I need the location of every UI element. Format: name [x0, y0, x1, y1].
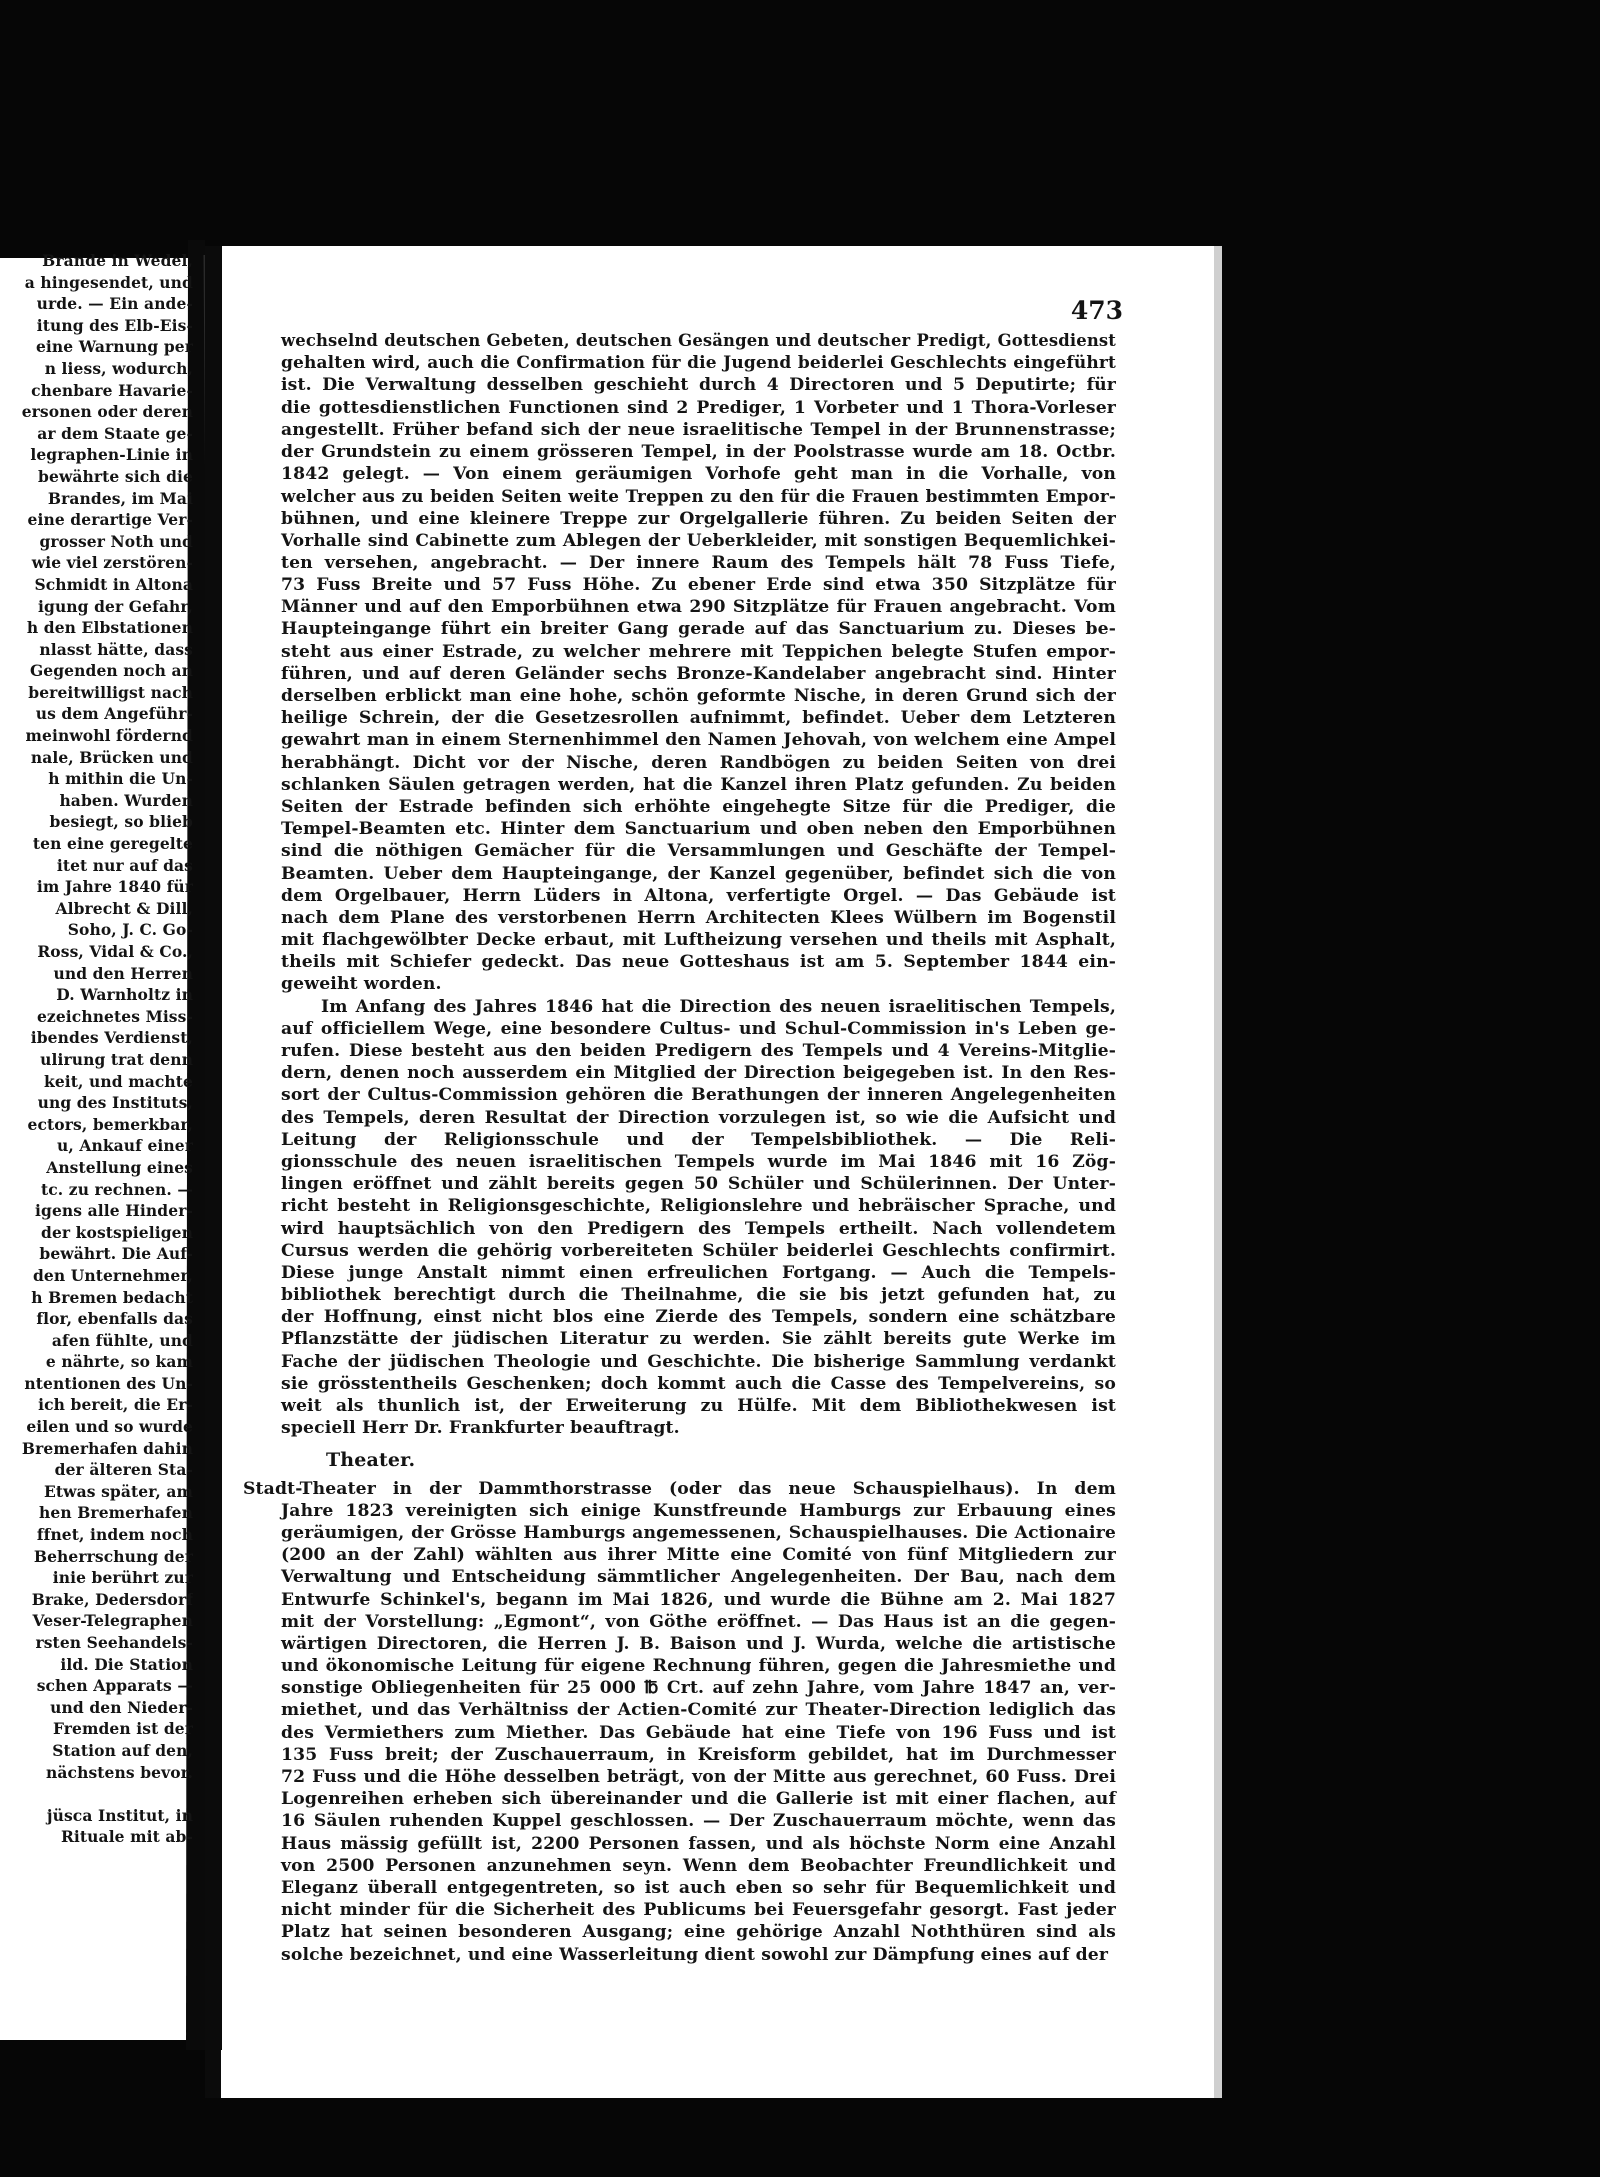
left-page-line: und den Nieder-	[50, 1697, 193, 1717]
text-line: Cursus werden die gehörig vorbereiteten Schüler beiderlei Geschlechts confirmirt.	[281, 1240, 1116, 1261]
text-line: Verwaltung und Entscheidung sämmtlicher Angelegenheiten. Der Bau, nach dem	[281, 1567, 1116, 1588]
text-line: Diese junge Anstalt nimmt einen erfreulichen Fortgang. — Auch die Tempels-	[281, 1262, 1116, 1283]
text-line: Pflanzstätte der jüdischen Literatur zu werden. Sie zählt bereits gute Werke im	[281, 1329, 1116, 1350]
text-line: rufen. Diese besteht aus den beiden Predigern des Tempels und 4 Vereins-Mitglie-	[281, 1041, 1116, 1061]
left-page-line: Rituale mit ab-	[60, 1827, 193, 1847]
left-page-line: igung der Gefahr,	[38, 596, 193, 616]
left-page-line: Ross, Vidal & Co.,	[37, 942, 193, 961]
text-line: ist. Die Verwaltung desselben geschieht durch 4 Directoren und 5 Deputirte; für	[281, 375, 1116, 396]
text-line: Im Anfang des Jahres 1846 hat die Direction des neuen israelitischen Tempels,	[321, 996, 1116, 1017]
text-line: Stadt-Theater in der Dammthorstrasse (oder das neue Schauspielhaus). In dem	[243, 1478, 1116, 1499]
temple-paragraph-1	[281, 330, 1116, 996]
text-line: sind die nöthigen Gemächer für die Versammlungen und Geschäfte der Tempel-	[281, 841, 1116, 862]
text-line: des Tempels, deren Resultat der Direction vorzulegen ist, so wie die Aufsicht und	[281, 1107, 1116, 1128]
text-line: mit flachgewölbter Decke erbaut, mit Luftheizung versehen und theils mit Asphalt,	[281, 930, 1116, 951]
text-line: sort der Cultus-Commission gehören die Berathungen der inneren Angelegenheiten	[281, 1085, 1116, 1106]
text-line: angestellt. Früher befand sich der neue israelitische Tempel in der Brunnenstrasse;	[281, 419, 1116, 440]
left-page-line: chenbare Havarie-	[31, 380, 193, 400]
left-page-line: ibendes Verdienst,	[30, 1028, 193, 1048]
text-line: steht aus einer Estrade, zu welcher mehrere mit Teppichen belegte Stufen empor-	[281, 641, 1116, 662]
text-line: Vorhalle sind Cabinette zum Ablegen der Ueberkleider, mit sonstigen Bequemlichkei-	[281, 530, 1116, 551]
theater-paragraph	[243, 1478, 1116, 1966]
left-page-line: hen Bremerhafen	[39, 1503, 193, 1523]
text-line: theils mit Schiefer gedeckt. Das neue Gotteshaus ist am 5. September 1844 ein-	[281, 952, 1116, 973]
left-page-line: Station auf den,	[52, 1740, 193, 1760]
left-page-line: meinwohl fördernd	[25, 726, 193, 746]
left-page-line: legraphen-Linie in	[30, 445, 193, 465]
left-page-line: ar dem Staate ge-	[37, 423, 193, 443]
text-line: wechselnd deutschen Gebeten, deutschen Gesängen und deutscher Predigt, Gottesdienst	[281, 331, 1116, 350]
right-page-text	[243, 330, 1116, 1966]
text-line: nicht minder für die Sicherheit des Publicums bei Feuersgefahr gesorgt. Fast jeder	[281, 1900, 1116, 1921]
left-page-line: Anstellung eines	[46, 1157, 193, 1177]
text-line: Eleganz überall entgegentreten, so ist auch eben so sehr für Bequemlichkeit und	[281, 1877, 1116, 1898]
text-line: des Vermiethers zum Miether. Das Gebäude hat eine Tiefe von 196 Fuss und ist	[281, 1722, 1116, 1743]
text-line: Beamten. Ueber dem Haupteingange, der Kanzel gegenüber, befindet sich die von	[281, 863, 1116, 884]
text-line: geweiht worden.	[281, 974, 442, 995]
text-line: derselben erblickt man eine hohe, schön geformte Nische, in deren Grund sich der	[281, 686, 1116, 706]
left-page-line: tc. zu rechnen. —	[41, 1179, 193, 1199]
left-page-line: Fremden ist der	[52, 1719, 193, 1739]
left-page-line: eine Warnung per	[35, 337, 193, 357]
left-page-line: eine derartige Ver-	[27, 510, 193, 530]
left-page-bottom-border	[0, 2040, 205, 2177]
left-page-line: wie viel zerstören-	[31, 553, 193, 573]
left-page-line: bereitwilligst nach	[28, 682, 193, 702]
left-page-line: rsten Seehandels-	[35, 1633, 193, 1652]
text-line: dern, denen noch ausserdem ein Mitglied der Direction beigegeben ist. In den Res-	[281, 1063, 1116, 1084]
text-line: richt besteht in Religionsgeschichte, Religionslehre und hebräischer Sprache, und	[281, 1196, 1116, 1217]
left-page-line: und den Herren	[53, 963, 193, 983]
text-line: Logenreihen erheben sich übereinander und die Gallerie ist mit einer flachen, auf	[281, 1789, 1116, 1810]
left-page-line: Beherrschung der	[33, 1546, 193, 1566]
left-page-line: itet nur auf das	[56, 855, 193, 875]
text-line: Entwurfe Schinkel's, begann im Mai 1826, und wurde die Bühne am 2. Mai 1827	[281, 1589, 1116, 1610]
left-page-line: e nährte, so kam	[45, 1352, 193, 1372]
text-line: dem Orgelbauer, Herrn Lüders in Altona, verfertigte Orgel. — Das Gebäude ist	[281, 885, 1116, 906]
left-page-line: ersonen oder deren	[21, 402, 193, 422]
text-line: 135 Fuss breit; der Zuschauerraum, in Kreisform gebildet, hat im Durchmesser	[281, 1744, 1116, 1765]
left-page-line: Brande in Wedel,	[42, 251, 193, 270]
text-line: von 2500 Personen anzunehmen seyn. Wenn dem Beobachter Freundlichkeit und	[281, 1855, 1116, 1876]
left-page-line: Brake, Dedersdorf	[31, 1589, 193, 1609]
text-line: 73 Fuss Breite und 57 Fuss Höhe. Zu ebener Erde sind etwa 350 Sitzplätze für	[281, 575, 1116, 596]
text-line: speciell Herr Dr. Frankfurter beauftragt.	[281, 1418, 680, 1439]
left-page-line: ulirung trat denn	[40, 1049, 193, 1069]
left-page-line: ezeichnetes Miss-	[36, 1006, 193, 1026]
text-line: schlanken Säulen getragen werden, hat die Kanzel ihren Platz gefunden. Zu beiden	[281, 774, 1116, 795]
left-page-line: D. Warnholtz in	[56, 985, 193, 1005]
left-page-line: nächstens bevor.	[46, 1762, 193, 1782]
left-page-line: ich bereit, die Er-	[38, 1395, 193, 1415]
right-page-edge	[1214, 246, 1222, 2098]
left-page-line: urde. — Ein ande-	[36, 294, 193, 314]
text-line: führen, und auf deren Geländer sechs Bronze-Kandelaber angebracht sind. Hinter	[281, 663, 1116, 684]
text-line: miethet, und das Verhältniss der Actien-Comité zur Theater-Direction lediglich das	[281, 1700, 1116, 1721]
left-page-line: inie berührt zur	[52, 1568, 193, 1588]
left-page-line: Bremerhafen dahin	[21, 1438, 193, 1458]
left-page-text	[0, 250, 193, 2060]
text-line: Tempel-Beamten etc. Hinter dem Sanctuarium und oben neben den Emporbühnen	[281, 819, 1116, 840]
left-page-line: h den Elbstationen	[26, 618, 193, 638]
left-page-line: grosser Noth und	[39, 531, 193, 551]
left-page-line: der älteren Sta-	[54, 1460, 193, 1480]
temple-paragraph-2	[281, 996, 1116, 1440]
text-line: der Grundstein zu einem grösseren Tempel, in der Poolstrasse wurde am 18. Octbr.	[281, 441, 1116, 462]
left-page-line: nlasst hätte, dass	[39, 639, 193, 659]
text-line: gewahrt man in einem Sternenhimmel den Namen Jehovah, von welchem eine Ampel	[281, 730, 1116, 751]
left-page-line: ffnet, indem noch	[36, 1525, 193, 1545]
text-line: gehalten wird, auch die Confirmation für die Jugend beiderlei Geschlechts eingeführt	[281, 353, 1116, 374]
text-line: auf officiellem Wege, eine besondere Cultus- und Schul-Commission in's Leben ge-	[281, 1018, 1116, 1039]
left-page-line: h mithin die Un-	[48, 769, 193, 789]
left-page-line: n liess, wodurch,	[44, 358, 193, 378]
left-page-line: bewährte sich die	[38, 466, 193, 486]
text-line: 1842 gelegt. — Von einem geräumigen Vorhofe geht man in die Vorhalle, von	[281, 464, 1116, 485]
page-number: 473	[1070, 296, 1123, 325]
text-line: bühnen, und eine kleinere Treppe zur Orgelgallerie führen. Zu beiden Seiten der	[281, 508, 1116, 529]
left-page-line: itung des Elb-Eis-	[36, 315, 193, 335]
left-page-line: Brandes, im Mai	[47, 488, 193, 508]
text-line: bibliothek berechtigt durch die Theilnahme, die sie bis jetzt gefunden hat, zu	[281, 1285, 1116, 1306]
text-line: solche bezeichnet, und eine Wasserleitung dient sowohl zur Dämpfung eines auf der	[281, 1944, 1109, 1965]
left-page-line: ectors, bemerkbar,	[27, 1114, 193, 1134]
text-line: und ökonomische Leitung für eigene Rechnung führen, gegen die Jahresmiethe und	[281, 1656, 1116, 1677]
left-page-line: eilen und so wurde	[26, 1417, 193, 1437]
text-line: Jahre 1823 vereinigten sich einige Kunstfreunde Hamburgs zur Erbauung eines	[281, 1500, 1116, 1521]
text-line: nach dem Plane des verstorbenen Herrn Architecten Klees Wülbern im Bogenstil	[281, 907, 1116, 928]
right-page-right-margin	[1222, 0, 1600, 2177]
left-page-line: flor, ebenfalls das	[36, 1309, 193, 1329]
text-line: wärtigen Directoren, die Herren J. B. Baison und J. Wurda, welche die artistische	[281, 1633, 1116, 1654]
text-line: mit der Vorstellung: „Egmont“, von Göthe eröffnet. — Das Haus ist an die gegen-	[281, 1611, 1116, 1632]
text-line: Männer und auf den Emporbühnen etwa 290 Sitzplätze für Frauen angebracht. Vom	[281, 597, 1116, 618]
left-page-line: ild. Die Station	[60, 1654, 193, 1674]
left-page-line: haben. Wurden	[59, 790, 193, 810]
text-line: wird hauptsächlich von den Predigern des Tempels ertheilt. Nach vollendetem	[281, 1218, 1116, 1239]
left-page-line: igens alle Hinder-	[35, 1201, 193, 1221]
left-page-line: den Unternehmer,	[32, 1265, 193, 1285]
right-page-left-strip	[205, 246, 221, 2098]
text-line: sie grösstentheils Geschenken; doch kommt auch die Casse des Tempelvereins, so	[281, 1373, 1116, 1394]
text-line: geräumigen, der Grösse Hamburgs angemessenen, Schauspielhauses. Die Actionaire	[281, 1522, 1116, 1543]
text-line: Haupteingange führt ein breiter Gang gerade auf das Sanctuarium zu. Dieses be-	[281, 619, 1116, 640]
left-page-top-border	[0, 0, 205, 258]
left-page-line: Veser-Telegraphen	[32, 1611, 193, 1631]
left-page-line: ung des Instituts,	[37, 1093, 193, 1113]
text-line: sonstige Obliegenheiten für 25 000 ℔ Crt. auf zehn Jahre, vom Jahre 1847 an, ver-	[281, 1678, 1116, 1699]
text-line: herabhängt. Dicht vor der Nische, deren Randbögen zu beiden Seiten von drei	[281, 752, 1116, 773]
text-line: Platz hat seinen besonderen Ausgang; eine gehörige Anzahl Noththüren sind als	[281, 1922, 1116, 1943]
text-line: der Hoffnung, einst nicht blos eine Zierde des Tempels, sondern eine schätzbare	[281, 1307, 1116, 1328]
left-page-line: Schmidt in Altona	[34, 574, 193, 594]
left-page-line: us dem Angeführ-	[35, 704, 193, 724]
text-line: weit als thunlich ist, der Erweiterung zu Hülfe. Mit dem Bibliothekwesen ist	[281, 1396, 1116, 1416]
theater-heading: Theater.	[326, 1449, 416, 1472]
left-page-line: afen fühlte, und	[51, 1330, 193, 1350]
left-page-line: besiegt, so blieb	[49, 812, 193, 832]
left-page-line: im Jahre 1840 für	[36, 877, 193, 897]
text-line: Fache der jüdischen Theologie und Geschichte. Die bisherige Sammlung verdankt	[281, 1351, 1116, 1372]
left-page-line: bewährt. Die Auf-	[39, 1244, 193, 1264]
left-page-line	[0, 1783, 193, 1805]
left-page-line: der kostspieligen	[41, 1222, 193, 1242]
text-line: Leitung der Religionsschule und der Tempelsbibliothek. — Die Reli-	[281, 1129, 1116, 1150]
left-page-line: schen Apparats —	[36, 1676, 193, 1696]
left-page-line: u, Ankauf einer	[56, 1136, 193, 1156]
text-line: (200 an der Zahl) wählten aus ihrer Mitte eine Comité von fünf Mitgliedern zur	[281, 1545, 1116, 1566]
text-line: lingen eröffnet und zählt bereits gegen 50 Schüler und Schülerinnen. Der Unter-	[281, 1174, 1116, 1195]
left-page-line: ntentionen des Un-	[24, 1373, 193, 1393]
text-line: welcher aus zu beiden Seiten weite Treppen zu den für die Frauen bestimmten Empor-	[281, 486, 1116, 507]
text-line: die gottesdienstlichen Functionen sind 2 Prediger, 1 Vorbeter und 1 Thora-Vorleser	[281, 397, 1116, 418]
text-line: Seiten der Estrade befinden sich erhöhte eingehegte Sitze für die Prediger, die	[281, 796, 1116, 817]
left-page-line: a hingesendet, und	[24, 272, 193, 292]
text-line: Haus mässig gefüllt ist, 2200 Personen fassen, und als höchste Norm eine Anzahl	[281, 1833, 1116, 1854]
text-line: 72 Fuss und die Höhe desselben beträgt, von der Mitte aus gerechnet, 60 Fuss. Drei	[281, 1767, 1116, 1787]
right-page-bottom-margin	[205, 2098, 1600, 2177]
text-line: 16 Säulen ruhenden Kuppel geschlossen. — Der Zuschauerraum möchte, wenn das	[281, 1811, 1116, 1832]
left-page-line: Soho, J. C. Go-	[67, 920, 193, 940]
left-page-line: ten eine geregelte	[32, 834, 193, 854]
text-line: gionsschule des neuen israelitischen Tempels wurde im Mai 1846 mit 16 Zög-	[281, 1151, 1116, 1172]
text-line: heilige Schrein, der die Gesetzesrollen aufnimmt, befindet. Ueber dem Letzteren	[281, 708, 1116, 729]
left-page-line: Albrecht & Dill,	[55, 898, 193, 918]
text-line: ten versehen, angebracht. — Der innere Raum des Tempels hält 78 Fuss Tiefe,	[281, 552, 1116, 573]
left-page-line: Gegenden noch an	[29, 661, 193, 681]
left-page-line: jüsca Institut, in	[46, 1805, 193, 1825]
left-page-line: Etwas später, am	[44, 1481, 193, 1501]
left-page-line: h Bremen bedacht	[31, 1287, 193, 1307]
left-page-line: nale, Brücken und	[30, 747, 193, 767]
left-page-line: keit, und machte	[44, 1071, 193, 1091]
